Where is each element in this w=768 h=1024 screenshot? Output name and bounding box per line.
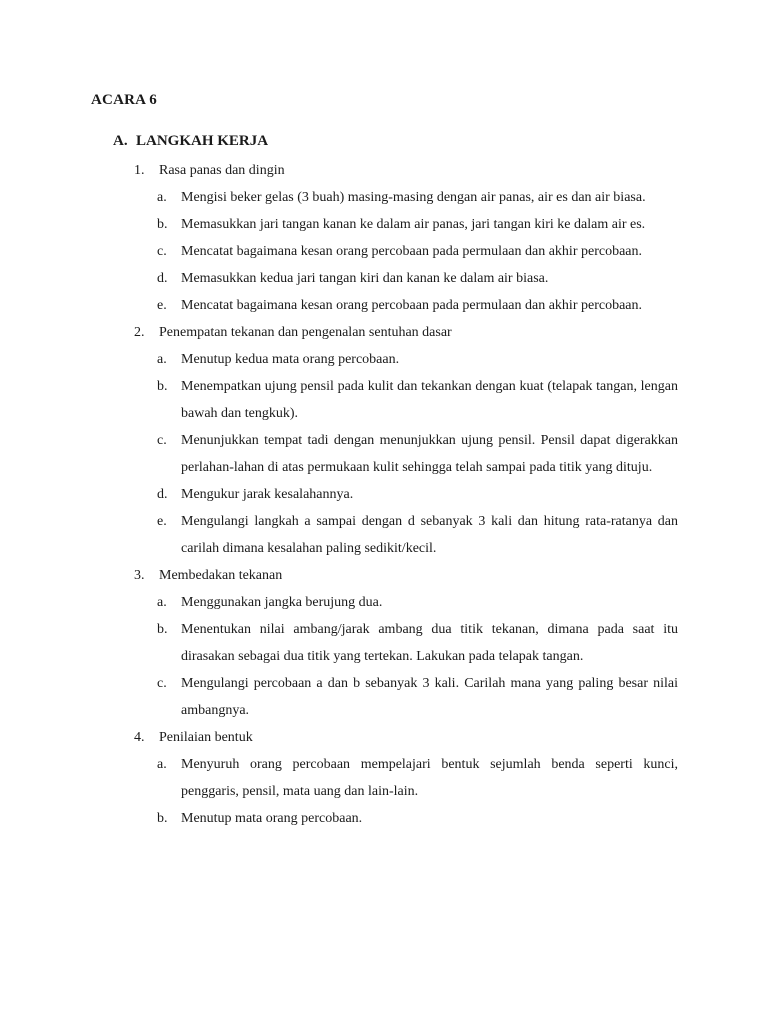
- substep-text: Menyuruh orang percobaan mempelajari bentuk sejumlah benda seperti kunci, penggaris, pensil, mata uang dan lain-lain.: [181, 757, 678, 799]
- document-title: ACARA 6: [91, 92, 157, 108]
- substep-item: [0, 589, 678, 616]
- step-number: 4.: [134, 730, 145, 745]
- substep-item: [0, 508, 678, 562]
- substep-text: Menempatkan ujung pensil pada kulit dan tekankan dengan kuat (telapak tangan, lengan bawah dan tengkuk).: [181, 379, 678, 421]
- substep-text: Mengulangi percobaan a dan b sebanyak 3 kali. Carilah mana yang paling besar nilai ambangnya.: [181, 676, 678, 718]
- substep-text: Memasukkan jari tangan kanan ke dalam air panas, jari tangan kiri ke dalam air es.: [181, 217, 646, 232]
- step-item: [0, 724, 678, 751]
- substep-item: [0, 373, 678, 427]
- substep-item: [0, 427, 678, 481]
- substep-letter: b.: [157, 622, 168, 637]
- substep-letter: a.: [157, 757, 167, 772]
- substep-text: Menutup mata orang percobaan.: [181, 811, 363, 826]
- substep-item: [0, 211, 678, 238]
- substep-text: Menunjukkan tempat tadi dengan menunjukkan ujung pensil. Pensil dapat digerakkan perlahan-lahan di atas permukaan kulit sehingga telah sampai pada titik yang dituju.: [181, 433, 678, 475]
- step-item: [0, 562, 678, 589]
- substep-item: [0, 346, 678, 373]
- substep-text: Menentukan nilai ambang/jarak ambang dua titik tekanan, dimana pada saat itu dirasakan sebagai dua titik yang tertekan. Lakukan pada telapak tangan.: [181, 622, 678, 664]
- step-title: Penilaian bentuk: [159, 730, 253, 745]
- step-number: 3.: [134, 568, 145, 583]
- substep-letter: c.: [157, 676, 167, 691]
- step-list: [0, 157, 768, 832]
- substep-text: Mengulangi langkah a sampai dengan d sebanyak 3 kali dan hitung rata-ratanya dan carilah dimana kesalahan paling sedikit/kecil.: [181, 514, 678, 556]
- step-item: [0, 157, 678, 184]
- substep-item: [0, 670, 678, 724]
- substep-item: [0, 616, 678, 670]
- substep-text: Menggunakan jangka berujung dua.: [181, 595, 383, 610]
- substep-text: Memasukkan kedua jari tangan kiri dan kanan ke dalam air biasa.: [181, 271, 549, 286]
- substep-item: [0, 481, 678, 508]
- substep-text: Mengukur jarak kesalahannya.: [181, 487, 354, 502]
- substep-text: Mencatat bagaimana kesan orang percobaan pada permulaan dan akhir percobaan.: [181, 298, 642, 313]
- substep-letter: b.: [157, 217, 168, 232]
- substep-letter: c.: [157, 433, 167, 448]
- substep-item: [0, 292, 678, 319]
- step-item: [0, 319, 678, 346]
- substep-item: [0, 265, 678, 292]
- substep-text: Mencatat bagaimana kesan orang percobaan pada permulaan dan akhir percobaan.: [181, 244, 642, 259]
- step-title: Membedakan tekanan: [159, 568, 283, 583]
- substep-item: [0, 805, 678, 832]
- substep-letter: a.: [157, 190, 167, 205]
- step-title: Rasa panas dan dingin: [159, 163, 285, 178]
- substep-item: [0, 238, 678, 265]
- substep-item: [0, 184, 678, 211]
- step-number: 2.: [134, 325, 145, 340]
- substep-letter: e.: [157, 514, 167, 529]
- substep-letter: c.: [157, 244, 167, 259]
- substep-letter: d.: [157, 271, 168, 286]
- substep-item: [0, 751, 678, 805]
- substep-letter: b.: [157, 379, 168, 394]
- step-title: Penempatan tekanan dan pengenalan sentuhan dasar: [159, 325, 452, 340]
- step-number: 1.: [134, 163, 145, 178]
- substep-text: Menutup kedua mata orang percobaan.: [181, 352, 400, 367]
- substep-letter: b.: [157, 811, 168, 826]
- substep-letter: a.: [157, 352, 167, 367]
- substep-text: Mengisi beker gelas (3 buah) masing-masing dengan air panas, air es dan air biasa.: [181, 190, 646, 205]
- substep-letter: a.: [157, 595, 167, 610]
- substep-letter: e.: [157, 298, 167, 313]
- substep-letter: d.: [157, 487, 168, 502]
- section-heading-text: LANGKAH KERJA: [136, 133, 269, 149]
- section-letter: A.: [113, 133, 128, 149]
- section-heading: [113, 133, 268, 150]
